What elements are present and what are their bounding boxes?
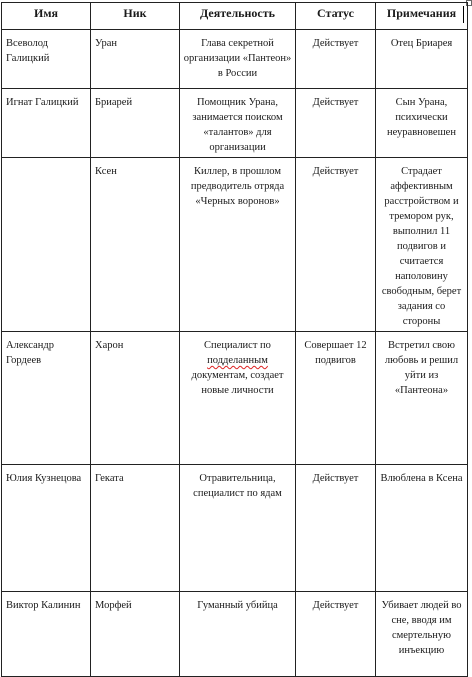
cell-status[interactable]: Действует (296, 30, 376, 89)
header-nick[interactable]: Ник (91, 3, 180, 30)
cell-nick[interactable]: Морфей (91, 592, 180, 677)
cell-status[interactable]: Действует (296, 158, 376, 332)
characters-table (1, 2, 468, 677)
cell-status[interactable]: Действует (296, 592, 376, 677)
cell-nick[interactable]: Геката (91, 465, 180, 592)
cell-name[interactable]: Всеволод Галицкий (2, 30, 91, 89)
cell-nick[interactable]: Бриарей (91, 89, 180, 158)
header-name[interactable]: Имя (2, 3, 91, 30)
cell-notes[interactable]: Встретил свою любовь и решил уйти из «Пантеона» (376, 332, 468, 465)
cell-notes[interactable]: Убивает людей во сне, вводя им смертельную инъекцию (376, 592, 468, 677)
table-row (2, 332, 468, 465)
cell-nick[interactable]: Ксен (91, 158, 180, 332)
cell-activity[interactable]: Гуманный убийца (180, 592, 296, 677)
header-status[interactable]: Статус (296, 3, 376, 30)
cell-status[interactable]: Действует (296, 465, 376, 592)
cell-activity[interactable]: Помощник Урана, занимается поиском «талантов» для организации (180, 89, 296, 158)
cell-name[interactable]: Виктор Калинин (2, 592, 91, 677)
activity-text-post: документам, создает новые личности (191, 370, 284, 396)
table-row (2, 30, 468, 89)
cell-nick[interactable]: Уран (91, 30, 180, 89)
table-row (2, 592, 468, 677)
cell-name[interactable] (2, 158, 91, 332)
table-row (2, 465, 468, 592)
activity-text-pre: Специалист по (204, 340, 271, 351)
header-activity[interactable]: Деятельность (180, 3, 296, 30)
header-notes[interactable]: Примечания (376, 3, 468, 30)
cell-name[interactable]: Юлия Кузнецова (2, 465, 91, 592)
cell-name[interactable]: Игнат Галицкий (2, 89, 91, 158)
table-row (2, 89, 468, 158)
cell-notes[interactable]: Сын Урана, психически неуравновешен (376, 89, 468, 158)
cell-notes[interactable]: Отец Бриарея (376, 30, 468, 89)
cell-activity[interactable] (180, 332, 296, 465)
table-header-row (2, 3, 468, 30)
cell-status[interactable]: Совершает 12 подвигов (296, 332, 376, 465)
cell-name[interactable]: Александр Гордеев (2, 332, 91, 465)
cell-activity[interactable]: Глава секретной организации «Пантеон» в России (180, 30, 296, 89)
cell-nick[interactable]: Харон (91, 332, 180, 465)
cell-notes[interactable]: Страдает аффективным расстройством и тремором рук, выполнил 11 подвигов и считается наполовину свободным, берет задания со стороны (376, 158, 468, 332)
cell-status[interactable]: Действует (296, 89, 376, 158)
spellcheck-flagged-word[interactable]: подделанным (207, 355, 268, 366)
table-row (2, 158, 468, 332)
cell-notes[interactable]: Влюблена в Ксена (376, 465, 468, 592)
text-cursor (463, 6, 464, 23)
cell-activity[interactable]: Киллер, в прошлом предводитель отряда «Черных воронов» (180, 158, 296, 332)
cell-activity[interactable]: Отравительница, специалист по ядам (180, 465, 296, 592)
